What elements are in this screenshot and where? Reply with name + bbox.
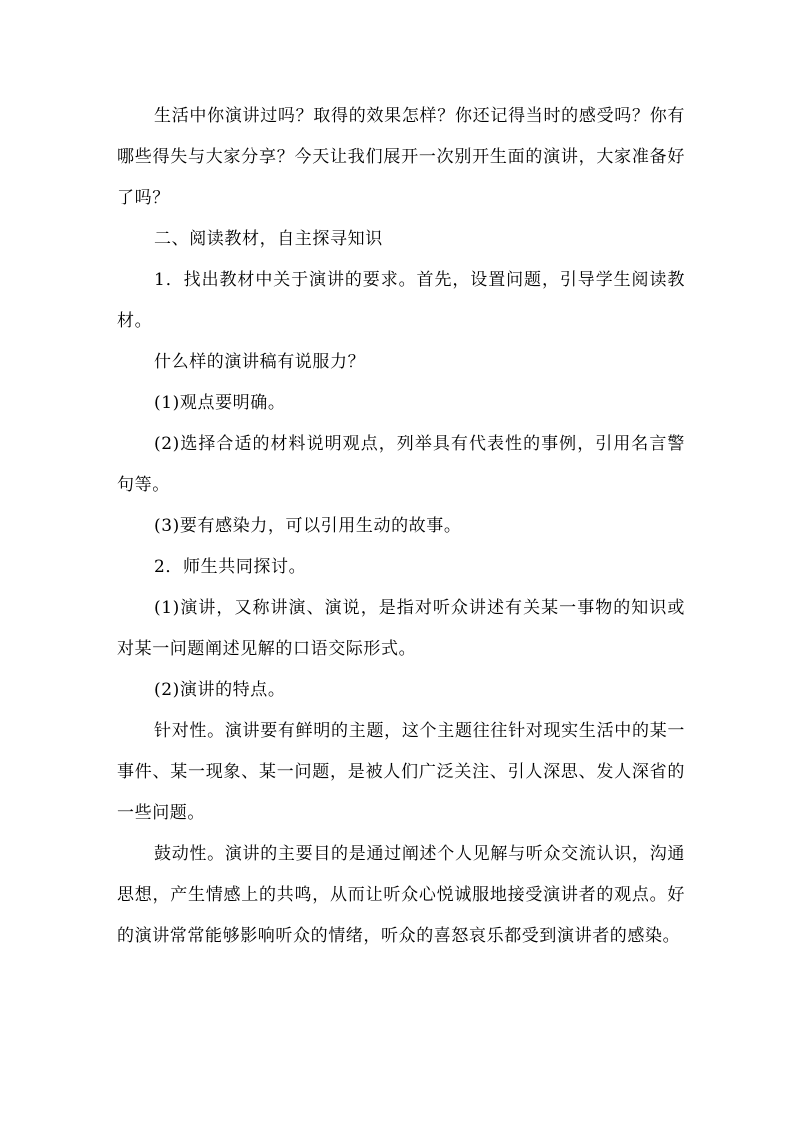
step-1-paragraph: 1．找出教材中关于演讲的要求。首先，设置问题，引导学生阅读教材。 <box>117 270 685 331</box>
definition-paragraph: (1)演讲，又称讲演、演说，是指对听众讲述有关某一事物的知识或对某一问题阐述见解的口语交际形式。 <box>117 598 685 659</box>
intro-paragraph: 生活中你演讲过吗？取得的效果怎样？你还记得当时的感受吗？你有哪些得失与大家分享？今天让我们展开一次别开生面的演讲，大家准备好了吗？ <box>117 106 685 208</box>
point-2-paragraph: (2)选择合适的材料说明观点，列举具有代表性的事例，引用名言警句等。 <box>117 434 685 495</box>
point-3-paragraph: (3)要有感染力，可以引用生动的故事。 <box>154 516 462 536</box>
targeted-paragraph: 针对性。演讲要有鲜明的主题，这个主题往往针对现实生活中的某一事件、某一现象、某一问题，是被人们广泛关注、引人深思、发人深省的一些问题。 <box>117 721 685 823</box>
inspiring-paragraph: 鼓动性。演讲的主要目的是通过阐述个人见解与听众交流认识，沟通思想，产生情感上的共鸣，从而让听众心悦诚服地接受演讲者的观点。好的演讲常常能够影响听众的情绪，听众的喜怒哀乐都受到演讲者的感染。 <box>117 844 685 946</box>
point-1-paragraph: (1)观点要明确。 <box>154 393 286 413</box>
features-heading-paragraph: (2)演讲的特点。 <box>154 680 286 700</box>
document-page <box>117 96 685 957</box>
step-2-paragraph: 2．师生共同探讨。 <box>154 557 307 577</box>
question-paragraph: 什么样的演讲稿有说服力？ <box>154 352 366 372</box>
section-heading-reading: 二、阅读教材，自主探寻知识 <box>154 229 383 249</box>
